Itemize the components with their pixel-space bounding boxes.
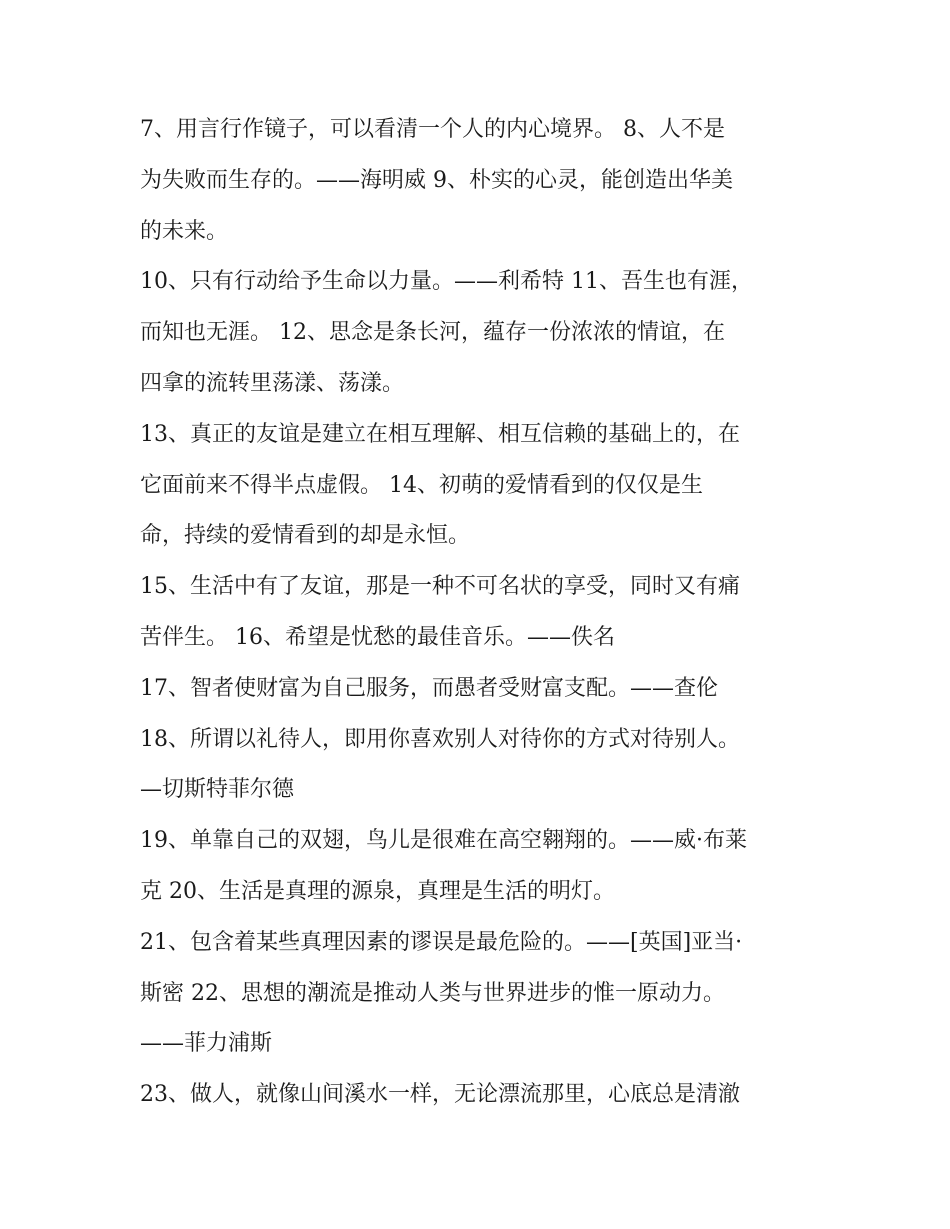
text-line: 而知也无涯。 12、思念是条长河，蕴存一份浓浓的情谊，在 bbox=[140, 320, 725, 346]
text-line: 18、所谓以礼待人，即用你喜欢别人对待你的方式对待别人。 bbox=[140, 726, 740, 752]
text-line: 命，持续的爱情看到的却是永恒。 bbox=[140, 523, 471, 549]
text-line: 23、做人，就像山间溪水一样，无论漂流那里，心底总是清澈 bbox=[140, 1082, 740, 1108]
text-line: 的未来。 bbox=[140, 218, 229, 244]
text-line: 7、用言行作镜子，可以看清一个人的内心境界。 8、人不是 bbox=[140, 117, 725, 142]
text-line: 四拿的流转里荡漾、荡漾。 bbox=[140, 370, 405, 396]
text-line: 苦伴生。 16、希望是忧愁的最佳音乐。——佚名 bbox=[140, 624, 615, 650]
text-line: 为失败而生存的。——海明威 9、朴实的心灵，能创造出华美 bbox=[140, 167, 733, 193]
quote-text-block bbox=[140, 110, 820, 1126]
text-line: 克 20、生活是真理的源泉，真理是生活的明灯。 bbox=[140, 878, 615, 904]
text-line: 21、包含着某些真理因素的谬误是最危险的。——[英国]亚当· bbox=[140, 929, 743, 955]
text-line: —切斯特菲尔德 bbox=[140, 777, 295, 803]
text-line: 19、单靠自己的双翅，鸟儿是很难在高空翱翔的。——威·布莱 bbox=[140, 828, 747, 854]
text-line: 17、智者使财富为自己服务，而愚者受财富支配。——查伦 bbox=[140, 675, 718, 701]
text-line: 斯密 22、思想的潮流是推动人类与世界进步的惟一原动力。 bbox=[140, 980, 725, 1006]
text-line: ——菲力浦斯 bbox=[140, 1031, 273, 1057]
text-line: 10、只有行动给予生命以力量。——利希特 11、吾生也有涯， bbox=[140, 269, 753, 295]
text-line: 它面前来不得半点虚假。 14、初萌的爱情看到的仅仅是生 bbox=[140, 472, 703, 498]
text-line: 13、真正的友谊是建立在相互理解、相互信赖的基础上的，在 bbox=[140, 421, 740, 447]
text-line: 15、生活中有了友谊，那是一种不可名状的享受，同时又有痛 bbox=[140, 574, 740, 600]
